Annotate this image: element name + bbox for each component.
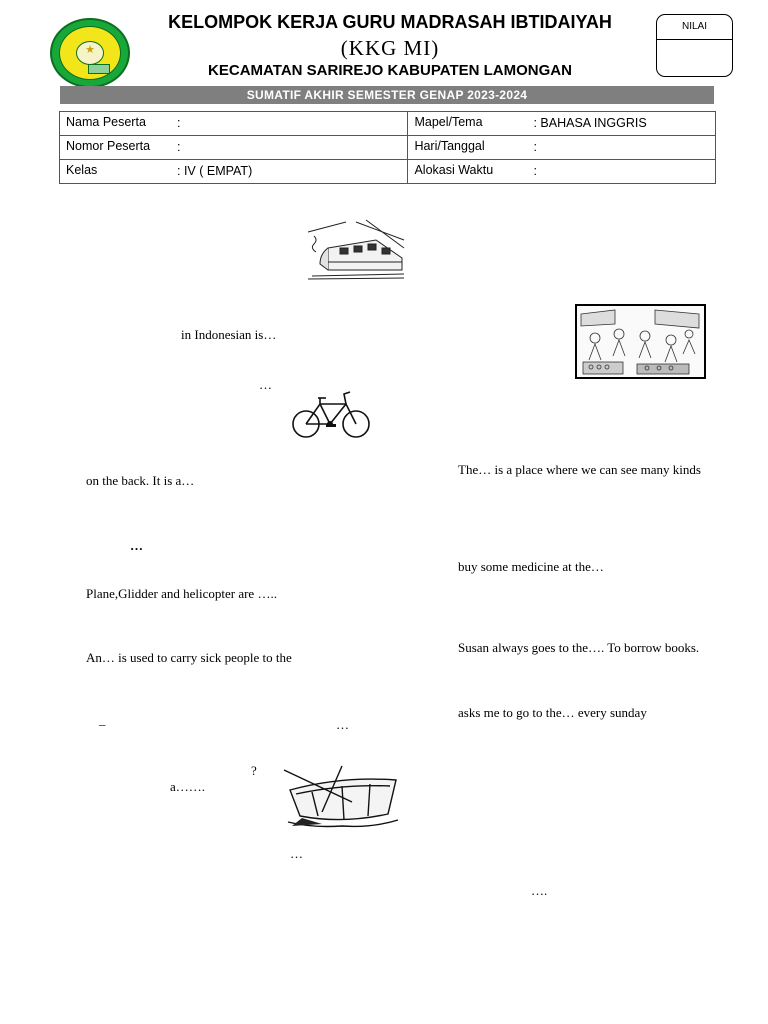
label-nomor-peserta: Nomor Peserta bbox=[66, 139, 151, 153]
value-nama-peserta: : bbox=[177, 116, 181, 130]
question-sunday: asks me to go to the… every sunday bbox=[458, 705, 647, 720]
question-boat: a……. bbox=[170, 779, 206, 794]
label-mapel-tema: Mapel/Tema bbox=[414, 115, 483, 129]
question-market: The… is a place where we can see many kinds bbox=[458, 462, 701, 477]
logo-ring bbox=[59, 26, 121, 80]
label-kelas: Kelas bbox=[66, 163, 98, 177]
table-cell[interactable] bbox=[60, 112, 408, 136]
score-box-label: NILAI bbox=[681, 21, 707, 32]
logo-star-icon: ★ bbox=[85, 44, 95, 56]
market-image bbox=[575, 304, 706, 379]
question-ambulance: An… is used to carry sick people to the bbox=[86, 650, 292, 665]
table-row bbox=[60, 160, 716, 184]
value-nomor-peserta: : bbox=[177, 140, 181, 154]
table-row bbox=[60, 112, 716, 136]
table-cell[interactable] bbox=[408, 160, 716, 184]
value-alokasi-waktu: : bbox=[533, 164, 537, 178]
question-blank-2: … bbox=[130, 538, 143, 553]
header-title-line3: KECAMATAN SARIREJO KABUPATEN LAMONGAN bbox=[208, 62, 572, 79]
question-dots-right: …. bbox=[531, 883, 548, 898]
question-plane: Plane,Glidder and helicopter are ….. bbox=[86, 586, 277, 601]
question-mark: ? bbox=[251, 763, 257, 778]
header-title-line2: (KKG MI) bbox=[340, 36, 440, 60]
train-image bbox=[306, 218, 406, 280]
value-mapel-tema: : BAHASA INGGRIS bbox=[533, 116, 647, 130]
header-title-line1: KELOMPOK KERJA GURU MADRASAH IBTIDAIYAH bbox=[168, 12, 612, 32]
logo-book-icon bbox=[88, 64, 110, 74]
table-row bbox=[60, 136, 716, 160]
question-dots-4: … bbox=[290, 846, 303, 861]
value-kelas: : IV ( EMPAT) bbox=[177, 164, 253, 178]
table-cell[interactable] bbox=[408, 136, 716, 160]
question-library: Susan always goes to the…. To borrow books. bbox=[458, 640, 700, 655]
value-hari-tanggal: : bbox=[533, 140, 537, 154]
score-box[interactable] bbox=[656, 14, 733, 77]
score-box-divider bbox=[657, 39, 732, 40]
logo-core bbox=[76, 41, 104, 65]
identity-table bbox=[59, 111, 716, 184]
table-cell[interactable] bbox=[408, 112, 716, 136]
bicycle-image bbox=[290, 384, 374, 442]
kkg-mi-logo bbox=[50, 18, 130, 88]
question-dots-3: … bbox=[336, 717, 349, 732]
table-cell[interactable] bbox=[60, 160, 408, 184]
label-hari-tanggal: Hari/Tanggal bbox=[414, 139, 485, 153]
question-medicine: buy some medicine at the… bbox=[458, 559, 604, 574]
question-on-the-back: on the back. It is a… bbox=[86, 473, 195, 488]
table-cell[interactable] bbox=[60, 136, 408, 160]
label-alokasi-waktu: Alokasi Waktu bbox=[414, 163, 494, 177]
question-indonesian: in Indonesian is… bbox=[181, 327, 277, 342]
exam-banner: SUMATIF AKHIR SEMESTER GENAP 2023-2024 bbox=[60, 86, 714, 104]
question-dash: _ bbox=[99, 712, 106, 727]
boat-image bbox=[282, 762, 404, 830]
question-bicycle-blank: … bbox=[259, 377, 272, 392]
label-nama-peserta: Nama Peserta bbox=[66, 115, 146, 129]
